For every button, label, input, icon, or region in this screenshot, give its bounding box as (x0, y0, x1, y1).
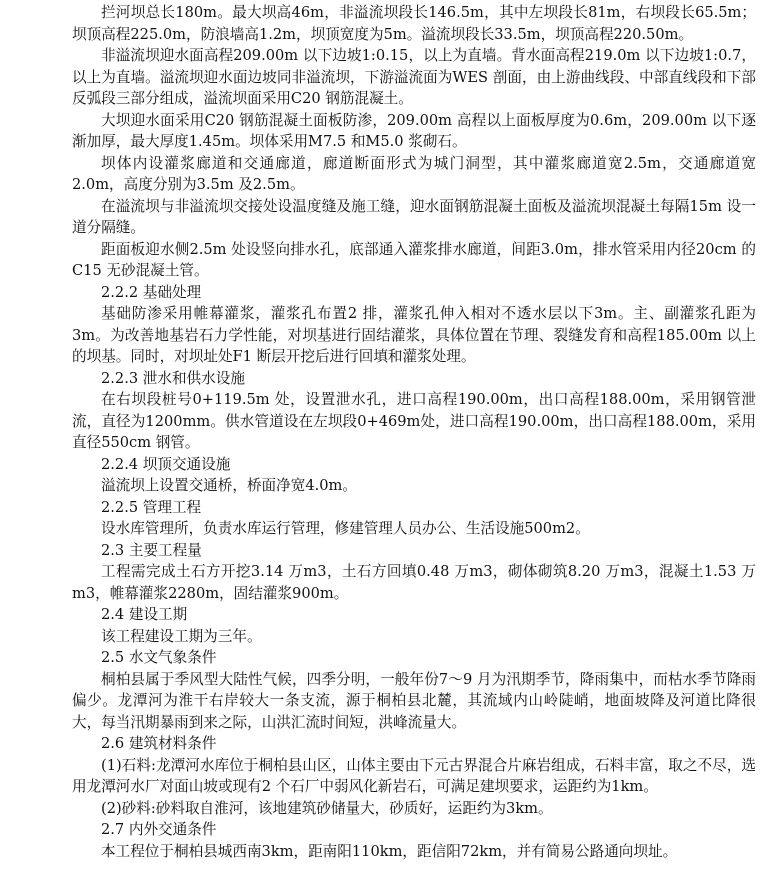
heading-hydrology: 2.5 水文气象条件 (101, 649, 217, 666)
paragraph-joints: 在溢流坝与非溢流坝交接处设温度缝及施工缝，迎水面钢筋混凝土面板及溢流坝混凝土每隔15m 设一道分隔缝。 (72, 197, 756, 236)
paragraph-schedule: 该工程建设工期为三年。 (101, 627, 262, 645)
paragraph-upstream-face: 大坝迎水面采用C20 钢筋混凝土面板防渗，209.00m 高程以上面板厚度为0.6m，209.00m 以下逐渐加厚，最大厚度1.45m。坝体采用M7.5 和M5.0 浆砌石。 (72, 111, 756, 150)
paragraph-management: 设水库管理所，负责水库运行管理，修建管理人员办公、生活设施500m2。 (101, 520, 590, 537)
paragraph-foundation: 基础防渗采用帷幕灌浆，灌浆孔布置2 排，灌浆孔伸入相对不透水层以下3m。主、副灌浆孔距为3m。为改善地基岩石力学性能，对坝基进行固结灌浆，具体位置在节理、裂缝发育和高程185.00m 以上的坝基。同时，对坝址处F1 断层开挖后进行回填和灌浆处理。 (72, 305, 756, 365)
paragraph-crest-traffic: 溢流坝上设置交通桥，桥面净宽4.0m。 (101, 477, 357, 494)
heading-schedule: 2.4 建设工期 (101, 606, 188, 623)
heading-foundation: 2.2.2 基础处理 (101, 283, 202, 301)
paragraph-drainage: 距面板迎水侧2.5m 处设竖向排水孔，底部通入灌浆排水廊道，间距3.0m，排水管采用内径20cm 的C15 无砂混凝土管。 (72, 240, 756, 279)
heading-materials: 2.6 建筑材料条件 (101, 735, 217, 752)
heading-crest-traffic: 2.2.4 坝顶交通设施 (101, 455, 231, 473)
paragraph-transport: 本工程位于桐柏县城西南3km，距南阳110km，距信阳72km，并有简易公路通向坝址。 (101, 842, 678, 860)
heading-management: 2.2.5 管理工程 (101, 498, 202, 516)
paragraph-galleries: 坝体内设灌浆廊道和交通廊道，廊道断面形式为城门洞型，其中灌浆廊道宽2.5m，交通廊道宽2.0m，高度分别为3.5m 及2.5m。 (72, 154, 756, 193)
heading-quantities: 2.3 主要工程量 (101, 541, 202, 559)
paragraph-quantities: 工程需完成土石方开挖3.14 万m3，土石方回填0.48 万m3，砌体砌筑8.20 万m3，混凝土1.53 万m3，帷幕灌浆2280m，固结灌浆900m。 (72, 563, 756, 602)
paragraph-sand: (2)砂料:砂料取自淮河，该地建筑砂储量大，砂质好，运距约为3km。 (101, 799, 553, 817)
paragraph-dam-length: 拦河坝总长180m。最大坝高46m，非溢流坝段长146.5m，其中左坝段长81m，右坝段长65.5m；坝顶高程225.0m，防浪墙高1.2m，坝顶宽度为5m。溢流坝段长33.5m，坝顶高程220.50m。 (72, 4, 756, 43)
paragraph-outlet-works: 在右坝段桩号0+119.5m 处，设置泄水孔，进口高程190.00m，出口高程188.00m，采用钢管泄流，直径为1200mm。供水管道设在左坝段0+469m处，进口高程190.00m，出口高程188.00m，采用直径550cm 钢管。 (72, 391, 756, 451)
heading-outlet-works: 2.2.3 泄水和供水设施 (101, 369, 245, 387)
paragraph-stone: (1)石料:龙潭河水库位于桐柏县山区，山体主要由下元古界混合片麻岩组成，石料丰富，取之不尽，选用龙潭河水厂对面山坡或现有2 个石厂中弱风化新岩石，可满足建坝要求，运距约为1km。 (72, 756, 756, 795)
heading-transport: 2.7 内外交通条件 (101, 821, 217, 838)
paragraph-hydrology: 桐柏县属于季风型大陆性气候，四季分明，一般年份7～9 月为汛期季节，降雨集中，而枯水季节降雨偏少。龙潭河为淮干右岸较大一条支流，源于桐柏县北麓，其流域内山岭陡峭，地面坡降及河道比降很大，每当汛期暴雨到来之际，山洪汇流时间短，洪峰流量大。 (72, 670, 756, 731)
paragraph-non-overflow-dam: 非溢流坝迎水面高程209.00m 以下边坡1:0.15，以上为直墙。背水面高程219.0m 以下边坡1:0.7，以上为直墙。溢流坝迎水面边坡同非溢流坝，下游溢流面为WES 剖面，由上游曲线段、中部直线段和下部反弧段三部分组成，溢流坝面采用C20 钢筋混凝土。 (72, 47, 756, 107)
